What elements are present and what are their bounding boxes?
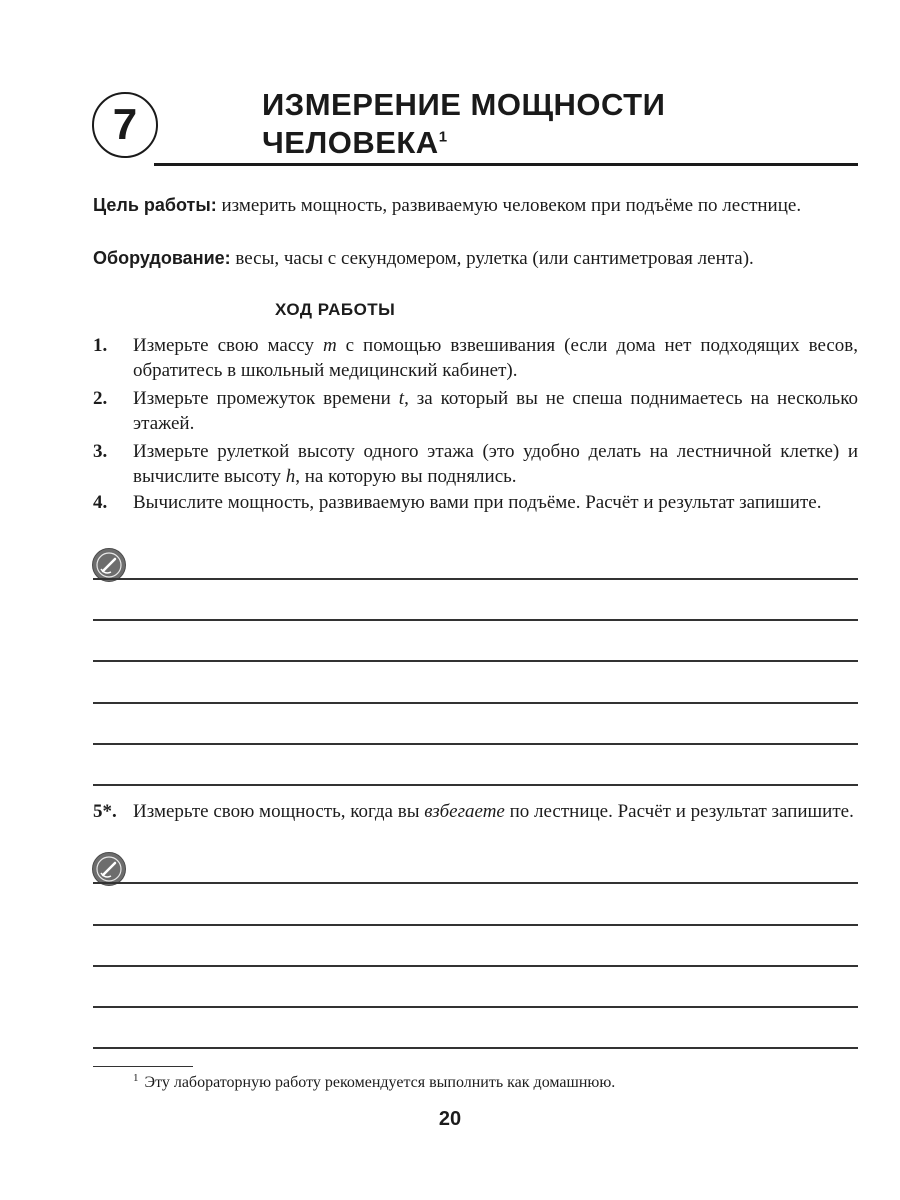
goal-paragraph [93, 193, 858, 218]
answer-line[interactable] [93, 1006, 858, 1008]
footnote-mark: 1 [133, 1071, 139, 1084]
mass-variable: m [322, 335, 337, 356]
lesson-title [262, 86, 782, 162]
title-line-1: ИЗМЕРЕНИЕ МОЩНОСТИ [262, 87, 666, 122]
answer-line[interactable] [93, 578, 858, 580]
answer-line[interactable] [93, 619, 858, 621]
answer-line[interactable] [93, 702, 858, 704]
step-number: 4. [93, 492, 108, 513]
step-5 [93, 799, 858, 824]
lesson-number-badge [92, 92, 158, 158]
goal-label: Цель работы: [93, 195, 217, 215]
answer-line[interactable] [93, 924, 858, 926]
step-2 [93, 386, 858, 436]
step-text: Измерьте свою мощность, когда вы взбегаете по лестнице. Расчёт и результат запишите. [133, 801, 854, 822]
goal-text: измерить мощность, развиваемую человеком при подъёме по лестнице. [216, 195, 802, 216]
emphasis-word: взбегаете [424, 801, 505, 822]
step-text: Измерьте промежуток времени t, за который вы не спеша поднимаетесь на несколько этажей. [133, 388, 858, 434]
header-rule [154, 163, 858, 166]
equipment-paragraph [93, 246, 858, 271]
pencil-hand-icon [92, 852, 126, 886]
title-footnote-mark: 1 [438, 128, 448, 146]
footnote-text: Эту лабораторную работу рекомендуется выполнить как домашнюю. [144, 1074, 616, 1091]
equipment-text: весы, часы с секундомером, рулетка (или сантиметровая лента). [230, 248, 754, 269]
answer-line[interactable] [93, 743, 858, 745]
step-4 [93, 490, 858, 515]
footnote-rule [93, 1066, 193, 1067]
step-text: Измерьте рулеткой высоту одного этажа (это удобно делать на лестничной клетке) и вычислите высоту h, на которую вы поднялись. [133, 441, 858, 487]
step-number: 5*. [93, 801, 117, 822]
page-number: 20 [438, 1108, 462, 1130]
step-number: 2. [93, 388, 108, 409]
lesson-number: 7 [112, 100, 138, 149]
answer-line[interactable] [93, 965, 858, 967]
step-3 [93, 439, 858, 489]
step-1 [93, 333, 858, 383]
step-text: Измерьте свою массу m с помощью взвешивания (если дома нет подходящих весов, обратитесь в школьный медицинский кабинет). [133, 335, 858, 381]
procedure-heading: ХОД РАБОТЫ [275, 300, 396, 319]
answer-line[interactable] [93, 882, 858, 884]
title-line-2: ЧЕЛОВЕКА$^1$ [262, 125, 448, 160]
step-text: Вычислите мощность, развиваемую вами при подъёме. Расчёт и результат запишите. [133, 492, 822, 513]
answer-line[interactable] [93, 784, 858, 786]
pencil-hand-icon [92, 548, 126, 582]
step-number: 1. [93, 335, 108, 356]
footnote [133, 1072, 615, 1094]
height-variable: h [285, 466, 296, 487]
step-number: 3. [93, 441, 108, 462]
answer-line[interactable] [93, 1047, 858, 1049]
answer-line[interactable] [93, 660, 858, 662]
equipment-label: Оборудование: [93, 248, 231, 268]
time-variable: t [398, 388, 405, 409]
